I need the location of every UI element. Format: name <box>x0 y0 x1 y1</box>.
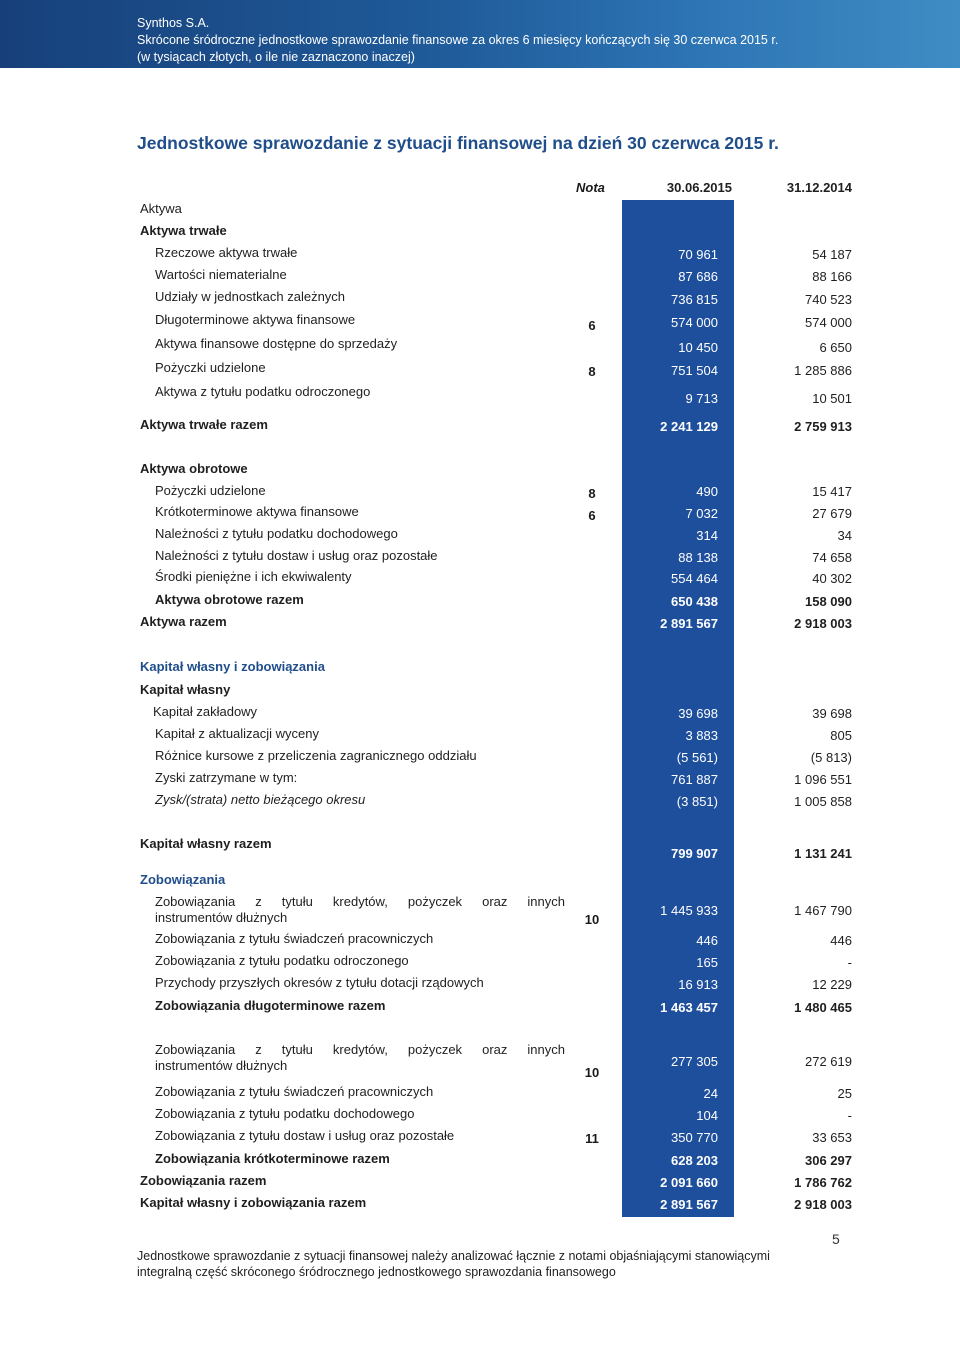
section-label: Aktywa obrotowe <box>140 461 248 476</box>
total-value-previous: 2 918 003 <box>794 616 852 631</box>
grand-total-value-previous: 2 918 003 <box>794 1197 852 1212</box>
row-label: Zobowiązania z tytułu podatku dochodowego <box>155 1106 415 1121</box>
row-note: 8 <box>588 486 596 501</box>
row-label: Kapitał z aktualizacji wyceny <box>155 726 320 741</box>
row-value-current: 39 698 <box>678 706 718 721</box>
subtotal-value-previous: 158 090 <box>805 594 852 609</box>
row-value-current: 7 032 <box>685 506 718 521</box>
total-value-current: 2 091 660 <box>660 1175 718 1190</box>
section-label: Kapitał własny <box>140 682 231 697</box>
row-value-previous: 1 467 790 <box>794 903 852 918</box>
row-value-current: 9 713 <box>685 391 718 406</box>
row-value-current: 165 <box>696 955 718 970</box>
section-label: Kapitał własny i zobowiązania <box>140 659 325 674</box>
row-note: 6 <box>588 318 596 333</box>
row-value-current: 350 770 <box>671 1130 718 1145</box>
page-title: Jednostkowe sprawozdanie z sytuacji finansowej na dzień 30 czerwca 2015 r. <box>137 133 779 153</box>
row-value-previous: 54 187 <box>812 247 852 262</box>
row-value-current: 277 305 <box>671 1054 718 1069</box>
total-label: Kapitał własny razem <box>140 836 272 851</box>
section-label: Zobowiązania <box>140 872 226 887</box>
row-note: 8 <box>588 364 596 379</box>
row-label: Zysk/(strata) netto bieżącego okresu <box>155 792 366 807</box>
row-value-previous: 6 650 <box>819 340 852 355</box>
row-value-current: (5 561) <box>676 750 718 765</box>
row-label: Środki pieniężne i ich ekwiwalenty <box>155 569 352 584</box>
column-header-note: Nota <box>576 180 605 195</box>
total-value-previous: 1 786 762 <box>794 1175 852 1190</box>
report-header-banner <box>0 0 960 68</box>
page-number: 5 <box>832 1231 840 1247</box>
total-value-current: 799 907 <box>671 846 718 861</box>
row-value-current: 761 887 <box>671 772 718 787</box>
row-value-current: 24 <box>703 1086 718 1101</box>
row-label: Rzeczowe aktywa trwałe <box>155 245 298 260</box>
row-value-previous: 12 229 <box>812 977 852 992</box>
row-value-current: 751 504 <box>671 363 718 378</box>
row-note: 6 <box>588 508 596 523</box>
subtotal-value-previous: 1 480 465 <box>794 1000 852 1015</box>
row-value-previous: 805 <box>830 728 852 743</box>
row-value-previous: 10 501 <box>812 391 852 406</box>
row-label-multiline <box>155 1042 565 1074</box>
row-label: Zobowiązania z tytułu świadczeń pracowniczych <box>155 931 434 946</box>
row-note: 10 <box>584 1065 600 1080</box>
row-value-previous: 1 096 551 <box>794 772 852 787</box>
subtotal-value-previous: 306 297 <box>805 1153 852 1168</box>
row-value-previous: 15 417 <box>812 484 852 499</box>
row-label: Należności z tytułu dostaw i usług oraz pozostałe <box>155 548 438 563</box>
row-label-continued: instrumentów dłużnych <box>155 910 288 925</box>
row-value-current: 104 <box>696 1108 718 1123</box>
subtotal-label: Zobowiązania długoterminowe razem <box>155 998 386 1013</box>
row-label: Udziały w jednostkach zależnych <box>155 289 346 304</box>
subtotal-value-current: 1 463 457 <box>660 1000 718 1015</box>
row-label: Krótkoterminowe aktywa finansowe <box>155 504 359 519</box>
row-label: Zobowiązania z tytułu podatku odroczonego <box>155 953 409 968</box>
row-value-current: 574 000 <box>671 315 718 330</box>
row-value-previous: 1 005 858 <box>794 794 852 809</box>
row-label: Zobowiązania z tytułu kredytów, pożyczek oraz innych <box>155 894 565 909</box>
row-value-previous: 40 302 <box>812 571 852 586</box>
row-value-previous: 740 523 <box>805 292 852 307</box>
row-label: Aktywa z tytułu podatku odroczonego <box>155 384 371 399</box>
row-value-previous: 88 166 <box>812 269 852 284</box>
report-name: Skrócone śródroczne jednostkowe sprawozdanie finansowe za okres 6 miesięcy kończących się 30 czerwca 2015 r. <box>137 33 779 47</box>
row-label: Wartości niematerialne <box>155 267 287 282</box>
row-value-current: 16 913 <box>678 977 718 992</box>
row-label: Należności z tytułu podatku dochodowego <box>155 526 398 541</box>
subtotal-label: Zobowiązania krótkoterminowe razem <box>155 1151 390 1166</box>
total-label: Zobowiązania razem <box>140 1173 267 1188</box>
subtotal-label: Aktywa obrotowe razem <box>155 592 304 607</box>
row-label-continued: instrumentów dłużnych <box>155 1058 288 1073</box>
row-note: 11 <box>585 1131 599 1146</box>
row-label: Różnice kursowe z przeliczenia zagranicznego oddziału <box>155 748 477 763</box>
row-value-previous: 27 679 <box>812 506 852 521</box>
row-note: 10 <box>584 912 600 927</box>
row-value-current: 88 138 <box>678 550 718 565</box>
row-value-current: 314 <box>696 528 718 543</box>
row-value-current: 736 815 <box>671 292 718 307</box>
row-label: Pożyczki udzielone <box>155 483 266 498</box>
row-label: Zobowiązania z tytułu świadczeń pracowniczych <box>155 1084 434 1099</box>
total-label: Aktywa razem <box>140 614 227 629</box>
row-value-current: 1 445 933 <box>660 903 718 918</box>
total-value-previous: 1 131 241 <box>794 846 852 861</box>
row-value-previous: 272 619 <box>805 1054 852 1069</box>
grand-total-value-current: 2 891 567 <box>660 1197 718 1212</box>
row-value-current: (3 851) <box>676 794 718 809</box>
row-label: Długoterminowe aktywa finansowe <box>155 312 356 327</box>
row-value-previous: - <box>847 955 852 970</box>
grand-total-label: Kapitał własny i zobowiązania razem <box>140 1195 367 1210</box>
row-value-previous: 39 698 <box>812 706 852 721</box>
column-header-current: 30.06.2015 <box>666 180 732 195</box>
row-label-multiline <box>155 894 565 926</box>
subtotal-value-current: 650 438 <box>671 594 718 609</box>
total-value-previous: 2 759 913 <box>794 419 852 434</box>
row-value-current: 10 450 <box>678 340 718 355</box>
column-header-previous: 31.12.2014 <box>786 180 852 195</box>
row-value-previous: - <box>847 1108 852 1123</box>
footer-note: Jednostkowe sprawozdanie z sytuacji finansowej należy analizować łącznie z notami objaśniającymi stanowiącymi integralną część skróconego śródrocznego jednostkowego sprawozdania finansowego <box>137 1249 770 1279</box>
row-value-previous: 446 <box>830 933 852 948</box>
subtotal-value-current: 628 203 <box>671 1153 718 1168</box>
row-label: Przychody przyszłych okresów z tytułu dotacji rządowych <box>155 975 484 990</box>
units-note: (w tysiącach złotych, o ile nie zaznaczono inaczej) <box>137 50 415 64</box>
row-value-previous: 34 <box>837 528 852 543</box>
total-value-current: 2 241 129 <box>660 419 718 434</box>
row-value-current: 446 <box>696 933 718 948</box>
row-value-current: 70 961 <box>678 247 718 262</box>
row-label: Zyski zatrzymane w tym: <box>155 770 298 785</box>
company-name: Synthos S.A. <box>137 16 210 30</box>
row-value-previous: (5 813) <box>810 750 852 765</box>
row-value-previous: 33 653 <box>812 1130 852 1145</box>
section-label: Aktywa <box>140 201 182 216</box>
row-value-current: 3 883 <box>685 728 718 743</box>
row-value-previous: 25 <box>837 1086 852 1101</box>
row-label: Zobowiązania z tytułu dostaw i usług oraz pozostałe <box>155 1128 455 1143</box>
row-label: Pożyczki udzielone <box>155 360 266 375</box>
section-label: Aktywa trwałe <box>140 223 227 238</box>
row-label: Kapitał zakładowy <box>153 704 258 719</box>
row-value-current: 554 464 <box>671 571 718 586</box>
row-label: Zobowiązania z tytułu kredytów, pożyczek oraz innych <box>155 1042 565 1057</box>
row-label: Aktywa finansowe dostępne do sprzedaży <box>155 336 398 351</box>
row-value-previous: 1 285 886 <box>794 363 852 378</box>
row-value-current: 87 686 <box>678 269 718 284</box>
total-value-current: 2 891 567 <box>660 616 718 631</box>
row-value-previous: 74 658 <box>812 550 852 565</box>
row-value-current: 490 <box>696 484 718 499</box>
row-value-previous: 574 000 <box>805 315 852 330</box>
total-label: Aktywa trwałe razem <box>140 417 268 432</box>
